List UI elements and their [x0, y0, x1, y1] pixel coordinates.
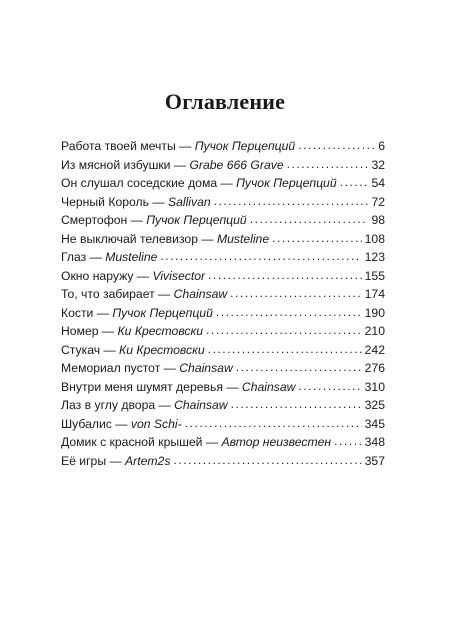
toc-entry — [61, 396, 385, 415]
toc-entry — [61, 230, 385, 249]
toc-entry-page: 98 — [371, 213, 385, 227]
toc-entry — [61, 433, 385, 452]
toc-entry — [61, 378, 385, 397]
toc-entry-title: Лаз в углу двора — Chainsaw — [61, 398, 228, 412]
toc-entry-page: 155 — [364, 268, 385, 283]
toc-entry-title: Кости — Пучок Перцепций — [61, 305, 213, 320]
toc-entry-author: Musteline — [105, 250, 158, 264]
toc-entry-author: Musteline — [216, 231, 270, 246]
toc-entry-title: Домик с красной крышей — Автор неизвестен — [61, 435, 332, 449]
toc-entry — [61, 193, 385, 212]
toc-entry-page: 276 — [364, 361, 385, 375]
toc-entry — [61, 174, 385, 193]
toc-dot-leader — [287, 155, 369, 174]
toc-heading: Оглавление — [164, 89, 286, 114]
toc-dot-leader — [334, 432, 362, 451]
toc-dot-leader — [230, 284, 361, 303]
toc-entry-page: 357 — [364, 453, 385, 468]
toc-dot-leader — [272, 229, 362, 248]
toc-entry-author: Пучок Перцепций — [112, 305, 213, 320]
toc-entry — [61, 452, 385, 471]
toc-entry-page: 210 — [364, 324, 385, 338]
toc-entry-page: 6 — [378, 139, 385, 153]
toc-entry — [61, 156, 385, 175]
toc-entry-title: Её игры — Artem2s — [61, 453, 171, 468]
toc-entry-page: 123 — [364, 250, 385, 264]
toc-entry-page: 108 — [364, 231, 385, 246]
toc-dot-leader — [298, 136, 374, 155]
toc-entry-author: Пучок Перцепций — [146, 213, 247, 227]
toc-entry-title: Он слушал соседские дома — Пучок Перцепций — [61, 176, 337, 190]
toc-entry-author: Chainsaw — [174, 398, 228, 412]
toc-dot-leader — [298, 377, 361, 396]
toc-entry-author: Vivisector — [152, 268, 206, 283]
toc-entry-page: 348 — [364, 435, 385, 449]
toc-entry-page: 325 — [364, 398, 385, 412]
toc-entry — [61, 341, 385, 360]
toc-entry-title: Стукач — Ки Крестовски — [61, 342, 205, 357]
toc-entry-page: 32 — [371, 157, 385, 172]
toc-entry-page: 190 — [364, 305, 385, 320]
toc-entry-page: 310 — [364, 379, 385, 394]
toc-dot-leader — [208, 266, 362, 285]
toc-entry — [61, 248, 385, 267]
toc-entry-title: Не выключай телевизор — Musteline — [61, 231, 270, 246]
toc-entry-title: Шубалис — von Schi- — [61, 416, 182, 431]
toc-dot-leader — [340, 173, 369, 192]
toc-entry-title: Мемориал пустот — Chainsaw — [61, 361, 233, 375]
toc-dot-leader — [160, 247, 361, 266]
toc-entry-author: Chainsaw — [241, 379, 296, 394]
toc-entry-author: Chainsaw — [179, 361, 233, 375]
toc-entry-author: Grabe 666 Grave — [189, 157, 284, 172]
toc-dot-leader — [208, 340, 362, 359]
toc-entry — [61, 267, 385, 286]
toc-entry-title: Окно наружу — Vivisector — [61, 268, 206, 283]
toc-entry — [61, 285, 385, 304]
toc-entry-author: Artem2s — [125, 453, 171, 468]
toc-entry-title: Смертофон — Пучок Перцепций — [61, 213, 247, 227]
toc-entry — [61, 322, 385, 341]
toc-dot-leader — [173, 451, 361, 470]
toc-entry-author: Chainsaw — [173, 287, 228, 301]
toc-entry-author: Автор неизвестен — [221, 435, 332, 449]
toc-entry-title: Номер — Ки Крестовски — [61, 324, 204, 338]
toc-entry-title: Внутри меня шумят деревья — Chainsaw — [61, 379, 296, 394]
toc-dot-leader — [250, 210, 369, 229]
toc-dot-leader — [236, 358, 362, 377]
toc-entry-author: Sallivan — [167, 194, 211, 209]
toc-entry-author: von Schi- — [130, 416, 182, 431]
toc-entry-title: Работа твоей мечты — Пучок Перцепций — [61, 139, 296, 153]
toc-entry-page: 54 — [371, 176, 385, 190]
toc-entry-title: То, что забирает — Chainsaw — [61, 287, 228, 301]
toc-entry — [61, 211, 385, 230]
toc-entry-title: Глаз — Musteline — [61, 250, 158, 264]
toc-entry-author: Ки Крестовски — [119, 342, 205, 357]
toc-dot-leader — [206, 321, 362, 340]
toc-entry-page: 345 — [364, 416, 385, 431]
toc-dot-leader — [216, 303, 362, 322]
toc-list — [61, 137, 385, 470]
toc-entry-title: Черный Король — Sallivan — [61, 194, 211, 209]
toc-entry — [61, 304, 385, 323]
toc-entry-title: Из мясной избушки — Grabe 666 Grave — [61, 157, 284, 172]
toc-dot-leader — [185, 414, 362, 433]
toc-entry-author: Ки Крестовски — [117, 324, 204, 338]
toc-entry-author: Пучок Перцепций — [194, 139, 296, 153]
toc-entry-page: 72 — [371, 194, 385, 209]
toc-entry-page: 242 — [364, 342, 385, 357]
toc-entry-page: 174 — [364, 287, 385, 301]
toc-entry — [61, 137, 385, 156]
toc-dot-leader — [214, 192, 369, 211]
toc-entry — [61, 359, 385, 378]
toc-entry-author: Пучок Перцепций — [236, 176, 337, 190]
toc-dot-leader — [231, 395, 362, 414]
toc-entry — [61, 415, 385, 434]
